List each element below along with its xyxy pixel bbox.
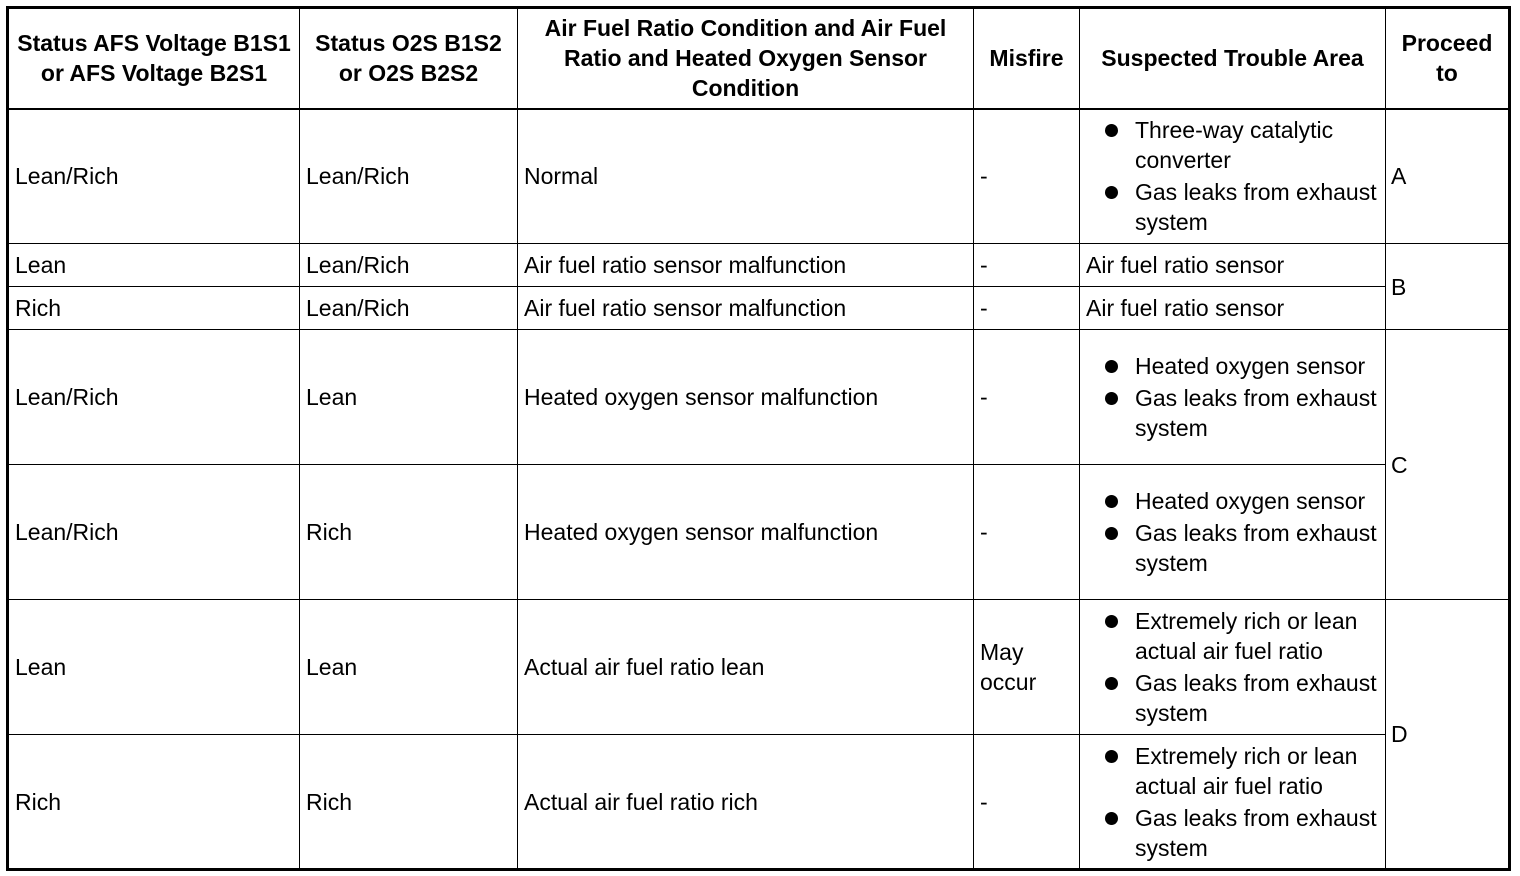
afs-status-cell: Lean/Rich bbox=[8, 330, 300, 465]
bullet-icon bbox=[1105, 186, 1118, 199]
bullet-icon bbox=[1105, 495, 1118, 508]
afs-status-cell: Rich bbox=[8, 735, 300, 870]
bullet-icon bbox=[1105, 750, 1118, 763]
afs-status-cell: Lean/Rich bbox=[8, 465, 300, 600]
o2s-status-cell: Rich bbox=[300, 465, 518, 600]
trouble-item-text: Gas leaks from exhaust system bbox=[1135, 804, 1377, 861]
header-misfire: Misfire bbox=[974, 8, 1080, 109]
o2s-status-cell: Lean/Rich bbox=[300, 244, 518, 287]
table-row bbox=[8, 244, 1510, 287]
misfire-cell: May occur bbox=[974, 600, 1080, 735]
trouble-list-item bbox=[1086, 486, 1379, 516]
trouble-area-cell: Air fuel ratio sensor bbox=[1080, 244, 1386, 287]
trouble-list-item bbox=[1086, 741, 1379, 801]
condition-cell: Air fuel ratio sensor malfunction bbox=[518, 287, 974, 330]
o2s-status-cell: Lean bbox=[300, 600, 518, 735]
header-suspected-trouble-area: Suspected Trouble Area bbox=[1080, 8, 1386, 109]
trouble-list-item bbox=[1086, 115, 1379, 175]
bullet-icon bbox=[1105, 677, 1118, 690]
condition-cell: Heated oxygen sensor malfunction bbox=[518, 465, 974, 600]
trouble-list bbox=[1086, 741, 1379, 863]
table-row bbox=[8, 465, 1510, 600]
misfire-cell: - bbox=[974, 244, 1080, 287]
header-row bbox=[8, 8, 1510, 109]
trouble-area-cell bbox=[1080, 330, 1386, 465]
trouble-item-text: Three-way catalytic converter bbox=[1135, 117, 1334, 174]
bullet-icon bbox=[1105, 392, 1118, 405]
condition-cell: Actual air fuel ratio rich bbox=[518, 735, 974, 870]
trouble-list bbox=[1086, 351, 1379, 443]
proceed-to-cell: B bbox=[1386, 244, 1510, 330]
trouble-list bbox=[1086, 486, 1379, 578]
proceed-to-cell: D bbox=[1386, 600, 1510, 870]
bullet-icon bbox=[1105, 527, 1118, 540]
o2s-status-cell: Rich bbox=[300, 735, 518, 870]
afs-status-cell: Lean bbox=[8, 244, 300, 287]
bullet-icon bbox=[1105, 124, 1118, 137]
bullet-icon bbox=[1105, 812, 1118, 825]
table-row bbox=[8, 735, 1510, 870]
trouble-area-cell bbox=[1080, 109, 1386, 244]
trouble-area-cell: Air fuel ratio sensor bbox=[1080, 287, 1386, 330]
o2s-status-cell: Lean/Rich bbox=[300, 287, 518, 330]
diagnosis-table bbox=[6, 6, 1511, 871]
proceed-to-cell: C bbox=[1386, 330, 1510, 600]
trouble-item-text: Extremely rich or lean actual air fuel ratio bbox=[1135, 608, 1358, 664]
bullet-icon bbox=[1105, 360, 1118, 373]
misfire-cell: - bbox=[974, 465, 1080, 600]
trouble-item-text: Gas leaks from exhaust system bbox=[1135, 179, 1377, 236]
afs-status-cell: Lean/Rich bbox=[8, 109, 300, 244]
trouble-list-item bbox=[1086, 351, 1379, 381]
header-o2s-status: Status O2S B1S2 or O2S B2S2 bbox=[300, 8, 518, 109]
trouble-item-text: Gas leaks from exhaust system bbox=[1135, 520, 1377, 576]
trouble-list-item bbox=[1086, 383, 1379, 443]
trouble-list-item bbox=[1086, 177, 1379, 237]
condition-cell: Actual air fuel ratio lean bbox=[518, 600, 974, 735]
header-proceed-to: Proceed to bbox=[1386, 8, 1510, 109]
trouble-list-item bbox=[1086, 668, 1379, 728]
proceed-to-cell: A bbox=[1386, 109, 1510, 244]
bullet-icon bbox=[1105, 615, 1118, 628]
header-air-fuel-condition: Air Fuel Ratio Condition and Air Fuel Ratio and Heated Oxygen Sensor Condition bbox=[518, 8, 974, 109]
trouble-item-text: Gas leaks from exhaust system bbox=[1135, 385, 1377, 441]
trouble-item-text: Extremely rich or lean actual air fuel ratio bbox=[1135, 742, 1358, 799]
trouble-area-cell bbox=[1080, 465, 1386, 600]
trouble-list bbox=[1086, 115, 1379, 237]
trouble-list-item bbox=[1086, 518, 1379, 578]
trouble-list bbox=[1086, 606, 1379, 728]
table-row bbox=[8, 330, 1510, 465]
condition-cell: Air fuel ratio sensor malfunction bbox=[518, 244, 974, 287]
table-row bbox=[8, 109, 1510, 244]
condition-cell: Heated oxygen sensor malfunction bbox=[518, 330, 974, 465]
trouble-item-text: Heated oxygen sensor bbox=[1135, 488, 1366, 514]
misfire-cell: - bbox=[974, 735, 1080, 870]
misfire-cell: - bbox=[974, 287, 1080, 330]
misfire-cell: - bbox=[974, 109, 1080, 244]
trouble-item-text: Gas leaks from exhaust system bbox=[1135, 670, 1377, 726]
afs-status-cell: Rich bbox=[8, 287, 300, 330]
trouble-list-item bbox=[1086, 606, 1379, 666]
condition-cell: Normal bbox=[518, 109, 974, 244]
trouble-item-text: Heated oxygen sensor bbox=[1135, 353, 1366, 379]
afs-status-cell: Lean bbox=[8, 600, 300, 735]
table-row bbox=[8, 287, 1510, 330]
trouble-area-cell bbox=[1080, 735, 1386, 870]
table-row bbox=[8, 600, 1510, 735]
header-afs-voltage: Status AFS Voltage B1S1 or AFS Voltage B2S1 bbox=[8, 8, 300, 109]
trouble-area-cell bbox=[1080, 600, 1386, 735]
misfire-cell: - bbox=[974, 330, 1080, 465]
o2s-status-cell: Lean bbox=[300, 330, 518, 465]
trouble-list-item bbox=[1086, 803, 1379, 863]
o2s-status-cell: Lean/Rich bbox=[300, 109, 518, 244]
